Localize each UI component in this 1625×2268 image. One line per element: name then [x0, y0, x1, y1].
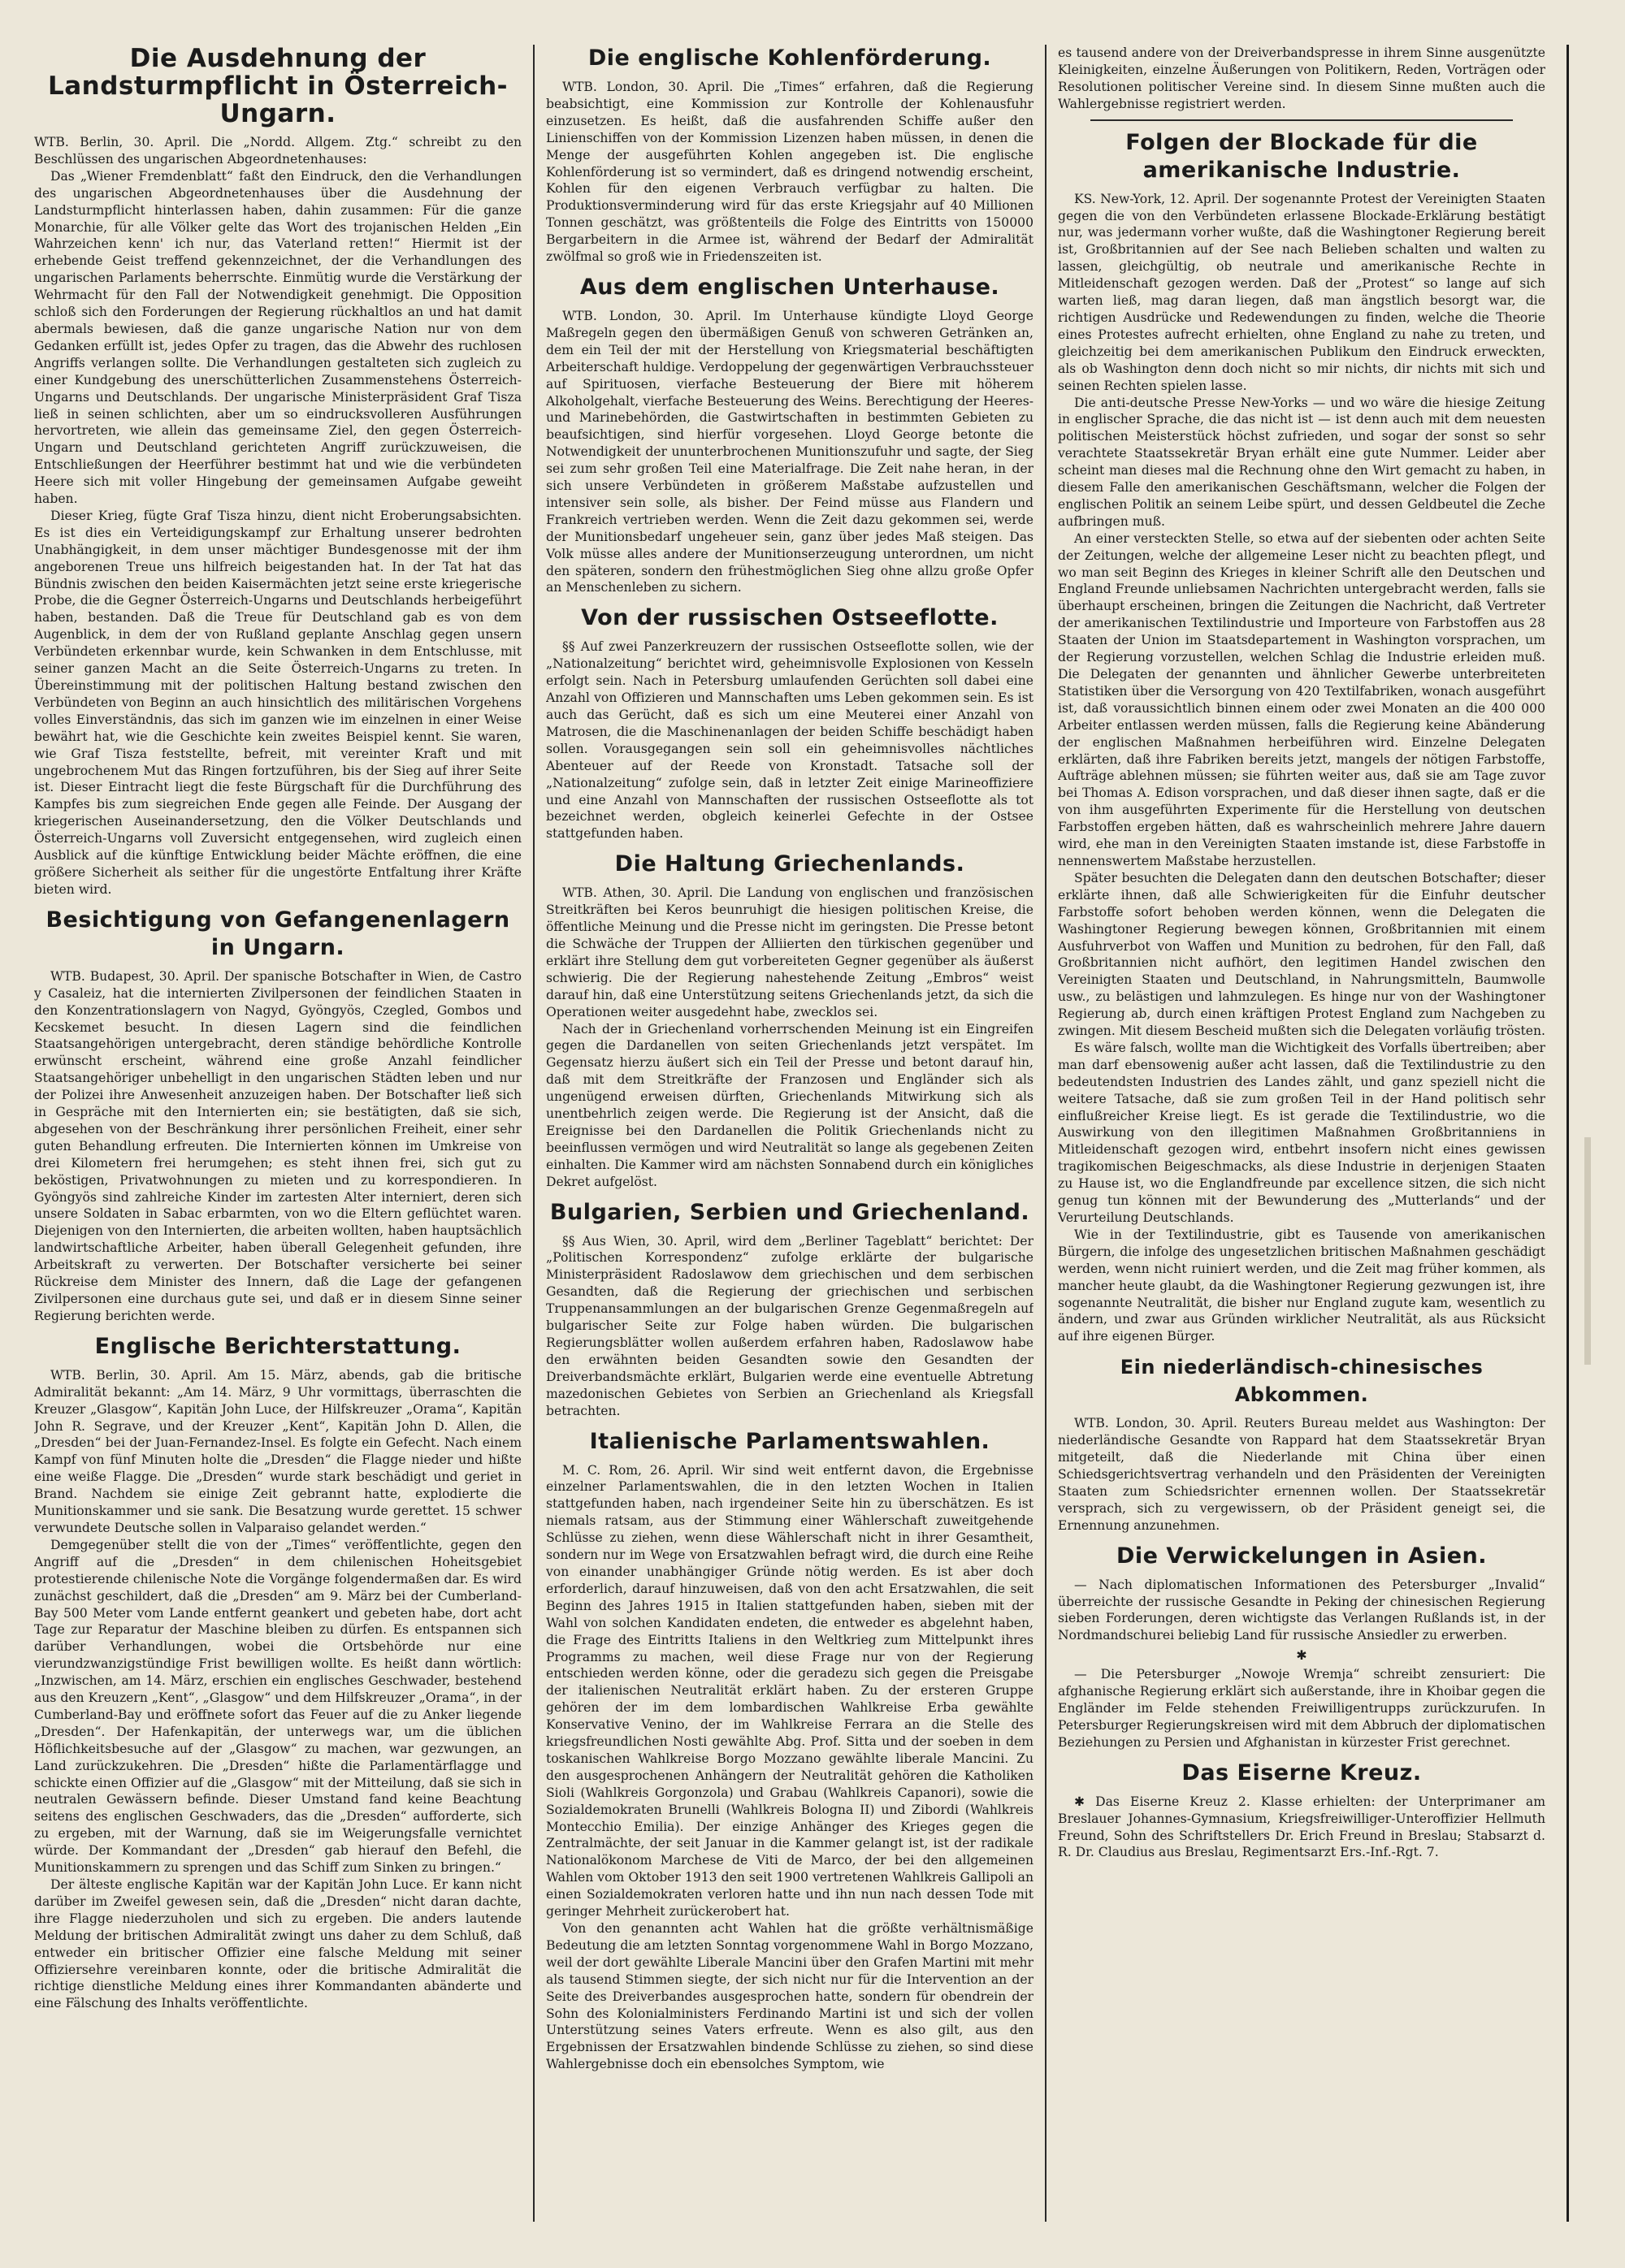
article-headline: Bulgarien, Serbien und Griechenland. [549, 1199, 1030, 1225]
column-3 [1058, 45, 1545, 2238]
margin-shadow [1584, 1137, 1591, 1365]
article-paragraph: Dieser Krieg, fügte Graf Tisza hinzu, dient nicht Eroberungsabsichten. Es ist dies ein Verteidigungskampf zur Erhaltung unserer bedrohten Unabhängigkeit, in dem unser mächtiger Bundesgenosse mit der ihm angeborenen Treue uns hilfreich beigestanden hat. In der Tat hat das Bündnis zwischen den beiden Kaisermächten jetzt seine erste kriegerische Probe, die die Gegner Österreich-Ungarns und Deutschlands herbeigeführt haben, bestanden. Daß die Treue für Deutschland gab es von dem Augenblick, in dem der von Rußland geplante Anschlag gegen unsern Verbündeten erkennbar wurde, kein Schwanken in dem Entschlusse, mit seiner ganzen Macht an die Seite Österreich-Ungarns zu treten. In Übereinstimmung mit der politischen Haltung bestand zwischen den Verbündeten von Beginn an auch hinsichtlich des militärischen Vorgehens volles Einverständnis, das sich im ganzen wie im einzelnen in einer Weise bewährt hat, wie die Geschichte kein zweites Beispiel kennt. Sie waren, wie Graf Tisza feststellte, befreit, mit vereinter Kraft und mit ungebrochenem Mut das Ringen fortzuführen, bis der Sieg auf ihrer Seite ist. Dieser Eintracht liegt die feste Bürgschaft für die Durchführung des Kampfes bis zum siegreichen Ende gegen alle Feinde. Der Ausgang der kriegerischen Auseinandersetzung, den die Völker Deutschlands und Österreich-Ungarns voll Zuversicht entgegensehen, wird zugleich einen Ausblick auf die künftige Entwicklung beider Mächte eröffnen, die eine größere Sicherheit als seither für die ungestörte Entfaltung ihrer Kräfte bieten wird. [34, 508, 522, 897]
article-paragraph: Der älteste englische Kapitän war der Kapitän John Luce. Er kann nicht darüber im Zweifel gewesen sein, daß die „Dresden“ nicht daran dachte, ihre Flagge niederzuholen und sich zu ergeben. Die anders lautende Meldung der britischen Admiralität zwingt uns daher zu dem Schluß, daß entweder ein britischer Offizier eine falsche Meldung mit seiner Offiziersehre vereinbaren konnte, oder die britische Admiralität die richtige dienstliche Meldung eines ihrer Kommandanten abänderte und eine Fälschung des Inhalts veröffentlichte. [34, 1877, 522, 2011]
article-paragraph: Die anti-deutsche Presse New-Yorks — und wo wäre die hiesige Zeitung in englischer Sprache, die das nicht ist — ist denn auch mit dem neuesten politischen Meisterstück höchst zufrieden, und sogar der sonst so sehr verachtete Staatssekretär Bryan erhält eine gute Nummer. Leider aber scheint man dieses mal die Rechnung ohne den Wirt gemacht zu haben, in diesem Falle den amerikanischen Geschäftsmann, welcher die Folgen der englischen Politik an seinem Leibe spürt, und dessen Geldbeutel die Zeche aufbringen muß. [1058, 395, 1545, 529]
article-paragraph: Später besuchten die Delegaten dann den deutschen Botschafter; dieser erklärte ihnen, daß alle Schwierigkeiten für die Einfuhr deutscher Farbstoffe sofort behoben werden können, wenn die Delegaten die Washingtoner Regierung bewegen können, Großbritannien mit einem Ausfuhrverbot von Waffen und Munition zu bedrohen, für den Fall, daß Großbritannien nicht aufhört, den legitimen Handel zwischen den Vereinigten Staaten und Deutschland, in Nahrungsmitteln, Baumwolle usw., zu belästigen und lahmzulegen. Es hinge nur von der Washingtoner Regierung ab, durch einen kräftigen Protest England zum Nachgeben zu zwingen. Mit diesem Bescheid mußten sich die Delegaten vorläufig trösten. [1058, 870, 1545, 1039]
article-paragraph: ✱ Das Eiserne Kreuz 2. Klasse erhielten: der Unterprimaner am Breslauer Johannes-Gymnasium, Kriegsfreiwilliger-Unteroffizier Hellmuth Freund, Sohn des Schriftstellers Dr. Erich Freund in Breslau; Stabsarzt d. R. Dr. Claudius aus Breslau, Regimentsarzt Ers.-Inf.-Rgt. 7. [1058, 1794, 1545, 1860]
article-headline: Aus dem englischen Unterhause. [579, 274, 1000, 300]
article-paragraph: §§ Aus Wien, 30. April, wird dem „Berliner Tageblatt“ berichtet: Der „Politischen Korrespondenz“ zufolge erklärte der bulgarische Ministerpräsident Radoslawow dem griechischen und dem serbischen Gesandten, daß die Regierung der griechischen und serbischen Truppenansammlungen an der bulgarischen Grenze Gegenmaßregeln auf bulgarischer Seite zur Folge haben würden. Die bulgarischen Regierungsblätter wollen außerdem erfahren haben, Radoslawow habe den erwähnten beiden Gesandten sowie den Gesandten der Dreiverbandsmächte erklärt, Bulgarien werde eine eventuelle Abtretung mazedonischen Gebietes von Serbien an Griechenland als Kriegsfall betrachten. [546, 1233, 1034, 1418]
article-paragraph: Demgegenüber stellt die von der „Times“ veröffentlichte, gegen den Angriff auf die „Dresden“ in dem chilenischen Hoheitsgebiet protestierende chilenische Note die Vorgänge folgendermaßen dar. Es wird zunächst geschildert, daß die „Dresden“ am 9. März bei der Cumberland-Bay 500 Meter vom Lande entfernt geankert und gebeten habe, dort acht Tage zur Reparatur der Maschine bleiben zu dürfen. Es entspannen sich darüber Verhandlungen, wobei die Ortsbehörde nur eine vierundzwanzigstündige Frist bewilligen wollte. Es heißt dann wörtlich: „Inzwischen, am 14. März, erschien ein englisches Geschwader, bestehend aus den Kreuzern „Kent“, „Glasgow“ und dem Hilfskreuzer „Orama“, in der Cumberland-Bay und eröffnete sofort das Feuer auf die zu Anker liegende „Dresden“. Der Hafenkapitän, der unterwegs war, um die üblichen Höflichkeitsbesuche auf der „Glasgow“ zu machen, war gezwungen, an Land zurückzukehren. Die „Dresden“ hißte die Parlamentärflagge und schickte einen Offizier auf die „Glasgow“ mit der Mitteilung, daß sie sich in neutralen Gewässern befinde. Dieser Umstand fand keine Beachtung seitens des englischen Geschwaders, das die „Dresden“ aufforderte, sich zu ergeben, mit der Warnung, daß sie im Weigerungsfalle vernichtet würde. Der Kommandant der „Dresden“ gab hierauf den Befehl, die Munitionskammern zu sprengen und das Schiff zum Sinken zu bringen.“ [34, 1537, 522, 1876]
column-2 [546, 45, 1034, 2238]
article-headline: Englische Berichterstattung. [94, 1333, 462, 1359]
article-paragraph: WTB. London, 30. April. Im Unterhause kündigte Lloyd George Maßregeln gegen den übermäßigen Genuß von schweren Getränken an, dem ein Teil der mit der Herstellung von Kriegsmaterial beschäftigten Arbeiterschaft huldige. Verdoppelung der gegenwärtigen Verbrauchssteuer auf Spirituosen, vierfache Besteuerung der Biere mit höherem Alkoholgehalt, vierfache Besteuerung des Weins. Berechtigung der Heeres- und Marinebehörden, die Gastwirtschaften in bestimmten Gebieten zu beaufsichtigen, sind hierfür vorgesehen. Lloyd George betonte die Notwendigkeit der ununterbrochenen Munitionszufuhr und sagte, der Sieg sei zum sehr großen Teil eine Materialfrage. Die Zeit nahe heran, in der sich unsere Verbündeten in größerem Maßstabe aufzustellen und intensiver sein solle, als bisher. Der Feind müsse aus Flandern und Frankreich vertrieben werden. Wenn die Zeit dazu gekommen sei, werde der Munitionsbedarf ungeheuer sein, ganz über jedes Maß steigen. Das Volk müsse alles andere der Munitionserzeugung unterordnen, um nicht den späteren, sondern den frühestmöglichen Sieg ohne allzu große Opfer an Menschenleben zu sichern. [546, 308, 1034, 595]
article-paragraph: Es wäre falsch, wollte man die Wichtigkeit des Vorfalls übertreiben; aber man darf ebensowenig außer acht lassen, daß die Textilindustrie zu den bedeutendsten Industrien des Landes zählt, und ganz speziell nicht die weitere Tatsache, daß sie zum großen Teil in der Hand politisch sehr einflußreicher Kreise liegt. Es ist gerade die Textilindustrie, wo die Auswirkung von den illegitimen Maßnahmen Großbritanniens in Mitleidenschaft gezogen wird, entbehrt insofern nicht eines gewissen tragikomischen Beigeschmacks, als diese Industrie in derjenigen Staaten zu Hause ist, wo die Englandfreunde par excellence sitzen, die sich nicht genug tun können mit der Bewunderung des „Mutterlands“ und der Verurteilung Deutschlands. [1058, 1040, 1545, 1225]
article-headline: Italienische Parlamentswahlen. [589, 1428, 990, 1454]
article-headline: Die englische Kohlenförderung. [587, 45, 992, 71]
article-headline: Die Verwickelungen in Asien. [1116, 1543, 1488, 1569]
article-paragraph: WTB. Berlin, 30. April. Am 15. März, abends, gab die britische Admiralität bekannt: „Am 14. März, 9 Uhr vormittags, überraschten die Kreuzer „Glasgow“, Kapitän John Luce, der Hilfskreuzer „Orama“, Kapitän John R. Segrave, und der Kreuzer „Kent“, Kapitän John D. Allen, die „Dresden“ bei der Juan-Fernandez-Insel. Es folgte ein Gefecht. Nach einem Kampf von fünf Minuten holte die „Dresden“ die Flagge nieder und hißte eine weiße Flagge. Die „Dresden“ wurde stark beschädigt und geriet in Brand. Nachdem sie einige Zeit gebrannt hatte, explodierte die Munitionskammer und sie sank. Die Besatzung wurde gerettet. 15 schwer verwundete Deutsche sollen in Valparaiso gelandet werden.“ [34, 1367, 522, 1535]
column-1 [34, 45, 522, 2238]
article-paragraph: Wie in der Textilindustrie, gibt es Tausende von amerikanischen Bürgern, die infolge des ungesetzlichen britischen Maßnahmen geschädigt werden, wenn nicht ruiniert werden, und die Zeit mag früher kommen, als mancher heute glaubt, da die Washingtoner Regierung gezwungen ist, ihre sogenannte Neutralität, die bisher nur England zugute kam, wesentlich zu ändern, und zwar aus Gründen wirklicher Neutralität, als aus Rücksicht auf ihre eigenen Bürger. [1058, 1227, 1545, 1344]
article-headline: Ein niederländisch-chinesisches Abkommen. [1120, 1356, 1484, 1407]
article-paragraph: An einer versteckten Stelle, so etwa auf der siebenten oder achten Seite der Zeitungen, welche der allgemeine Leser nicht zu beachten pflegt, und wo man seit Beginn des Krieges in kleiner Schrift alle den Deutschen und England Freunde unliebsamen Nachrichten untergebracht werden, falls sie überhaupt erscheinen, bringen die Zeitungen die Nachricht, daß Vertreter der amerikanischen Textilindustrie und Importeure von Farbstoffen aus 28 Staaten der Union im Staatsdepartement in Washington vorsprachen, um der Regierung vorzustellen, welchen Schlag die Industrie erleiden muß. Die Delegaten der genannten und ähnlicher Gewerbe unterbreiteten Statistiken über die Versorgung von 420 Textilfabriken, wonach ausgeführt ist, daß voraussichtlich binnen einem oder zwei Monaten an die 400 000 Arbeiter entlassen werden müssen, falls die Regierung keine Abänderung der englischen Maßnahmen herbeiführen wird. Einzelne Delegaten erklärten, daß ihre Fabriken bereits jetzt, mangels der nötigen Farbstoffe, Aufträge ablehnen müssen; sie führten weiter aus, daß sie am Tage zuvor bei Thomas A. Edison vorsprachen, und daß dieser ihnen sagte, daß er die von ihm ausgeführten Experimente für die Herstellung von deutschen Farbstoffen ergeben hätten, daß es wahrscheinlich mehrere Jahre dauern wird, ehe man in den Vereinigten Staaten imstande ist, diese Farbstoffe in nennenswertem Maßstabe herzustellen. [1058, 530, 1545, 868]
article-paragraph: §§ Auf zwei Panzerkreuzern der russischen Ostseeflotte sollen, wie der „Nationalzeitung“ berichtet wird, geheimnisvolle Explosionen von Kesseln erfolgt sein. Nach in Petersburg umlaufenden Gerüchten soll dabei eine Anzahl von Offizieren und Mannschaften ums Leben gekommen sein. Es ist auch das Gerücht, daß es sich um eine Meuterei einer Anzahl von Matrosen, die die Maschinenanlagen der beiden Schiffe beschädigt haben sollen. Vorausgegangen sein soll ein geheimnisvolles nächtliches Abenteuer auf der Reede von Kronstadt. Tatsache soll der „Nationalzeitung“ zufolge sein, daß in letzter Zeit einige Marineoffiziere und eine Anzahl von Mannschaften der russischen Ostseeflotte als tot bezeichnet werden, obgleich keinerlei Gefechte in der Ostsee stattgefunden haben. [546, 639, 1034, 842]
article-headline: Die Haltung Griechenlands. [614, 851, 965, 877]
column-rule [533, 45, 535, 2222]
article-paragraph: — Die Petersburger „Nowoje Wremja“ schreibt zensuriert: Die afghanische Regierung erklärt sich außerstande, ihre in Khoibar gegen die Engländer im Felde stehenden Freiwilligentrupps zurückzurufen. In Petersburger Regierungskreisen wird mit dem Abbruch der diplomatischen Beziehungen zu Persien und Afghanistan in kürzester Frist gerechnet. [1058, 1667, 1545, 1750]
article-headline: Besichtigung von Gefangenenlagern in Ungarn. [46, 907, 510, 960]
article-paragraph: M. C. Rom, 26. April. Wir sind weit entfernt davon, die Ergebnisse einzelner Parlamentswahlen, die in den letzten Wochen in Italien stattgefunden haben, nach irgendeiner Seite hin zu überschätzen. Es ist niemals ratsam, aus der Stimmung einer Wählerschaft zuweitgehende Schlüsse zu ziehen, wenn diese Wählerschaft nicht in ihrer Gesamtheit, sondern nur im Wege von Ersatzwahlen befragt wird, die durch eine Reihe von einander unabhängiger Gründe nötig werden. Es ist aber doch erforderlich, darauf hinzuweisen, daß von den acht Ersatzwahlen, die seit Beginn des Jahres 1915 in Italien stattgefunden haben, sieben mit der Wahl von solchen Kandidaten endeten, die entweder es abgelehnt haben, die Frage des Eintritts Italiens in den Weltkrieg zum Mittelpunkt ihres Programms zu machen, weil diese Frage nur von der Regierung entschieden werden könne, oder die geradezu sich gegen die Preisgabe der italienischen Neutralität erklärt haben. Zu der ersteren Gruppe gehören der im dem lombardischen Wahlkreise Erba gewählte Konservative Venino, der im Wahlkreise Ferrara an die Stelle des kriegsfreundlichen Nosti gewählte Abg. Prof. Sitta und der soeben in dem toskanischen Wahlkreise Borgo Mozzano gewählte liberale Mancini. Zu den ausgesprochenen Anhängern der Neutralität gehören die Katholiken Sioli (Wahlkreis Gorgonzola) und Grabau (Wahlkreis Capanori), sowie die Sozialdemokraten Brunelli (Wahlkreis Bologna II) und Zibordi (Wahlkreis Montecchio Emilia). Der einzige Anhänger des Krieges gegen die Zentralmächte, der seit Januar in die Kammer gelangt ist, ist der radikale Nationalökonom Marchese de Viti de Marco, der bei den allgemeinen Wahlen vom Oktober 1913 den seit 1900 vertretenen Wahlkreis Gallipoli an einen Sozialdemokraten verloren hatte und ihn nun nach dessen Tode mit geringer Mehrheit zurückerobert hat. [546, 1462, 1034, 1920]
article-paragraph: KS. New-York, 12. April. Der sogenannte Protest der Vereinigten Staaten gegen die von den Verbündeten erlassene Blockade-Erklärung bestätigt nur, was jedermann vorher wußte, daß die Washingtoner Regierung bereit ist, Großbritannien auf der See nach Belieben schalten und walten zu lassen, gleichgültig, ob neutrale und amerikanische Rechte in Mitleidenschaft gezogen werden. Daß der „Protest“ so lange auf sich warten ließ, mag daran liegen, daß man ängstlich besorgt war, die richtigen Ausdrücke und Redewendungen zu finden, welche die Theorie eines Protestes aufrecht erhielten, ohne England zu nahe zu treten, und gleichzeitig bei dem amerikanischen Publikum den Eindruck erweckten, als ob Washington denn doch nicht so mir nichts, dir nichts mit sich und seinen Rechten spielen lasse. [1058, 191, 1545, 393]
article-paragraph: WTB. London, 30. April. Die „Times“ erfahren, daß die Regierung beabsichtigt, eine Kommission zur Kontrolle der Kohlenausfuhr einzusetzen. Es heißt, daß die ausfahrenden Schiffe außer den Linienschiffen von der Kommission Lizenzen haben müssen, in denen die Menge der ausgeführten Kohlen angegeben ist. Die englische Kohlenförderung ist so vermindert, daß es dringend notwendig erscheint, Kohlen für den eigenen Verbrauch verfügbar zu halten. Die Produktionsverminderung wird für das erste Kriegsjahr auf 40 Millionen Tonnen geschätzt, was größtenteils die Folge des Eintritts von 150000 Bergarbeitern in die Armee ist, während der Bedarf der Admiralität zwölfmal so groß wie in Friedenszeiten ist. [546, 80, 1034, 265]
article-paragraph: es tausend andere von der Dreiverbandspresse in ihrem Sinne ausgenützte Kleinigkeiten, einzelne Äußerungen von Politikern, Reden, Vorträgen oder Resolutionen politischer Vereine sind. In diesem Sinne mußten auch die Wahlergebnisse registriert werden. [1058, 45, 1545, 111]
article-paragraph: Von den genannten acht Wahlen hat die größte verhältnismäßige Bedeutung die am letzten Sonntag vorgenommene Wahl in Borgo Mozzano, weil der dort gewählte Liberale Mancini über den Grafen Martini mit mehr als tausend Stimmen siegte, der sich nicht nur für die Intervention an der Seite des Dreiverbandes ausgesprochen hatte, sondern für obendrein der Sohn des Kolonialministers Ferdinando Martini ist und sich der vollen Unterstützung seines Vaters erfreute. Wenn es also gilt, aus den Ergebnissen der Ersatzwahlen bindende Schlüsse zu ziehen, so sind diese Wahlergebnisse doch ein ebensolches Symptom, wie [546, 1921, 1034, 2072]
article-headline: Die Ausdehnung der Landsturmpflicht in Österreich-Ungarn. [47, 45, 509, 128]
column-rule [1045, 45, 1046, 2222]
article-headline: Das Eiserne Kreuz. [1181, 1759, 1422, 1785]
article-paragraph: WTB. Athen, 30. April. Die Landung von englischen und französischen Streitkräften bei Keros beunruhigt die hiesigen politischen Kreise, die öffentliche Meinung und die Presse nicht im geringsten. Die Presse betont die Schwäche der Truppen der Alliierten den türkischen gegenüber und erklärt ihre Stellung dem gut vorbereiteten Gegner gegenüber als äußerst schwierig. Die der Regierung nahestehende Zeitung „Embros“ weist darauf hin, daß eine Unterstützung seitens Griechenlands jetzt, da sich die Operationen weiter ausgedehnt habe, zwecklos sei. [546, 885, 1034, 1019]
article-headline: Folgen der Blockade für die amerikanische Industrie. [1125, 129, 1478, 183]
article-paragraph: Nach der in Griechenland vorherrschenden Meinung ist ein Eingreifen gegen die Dardanellen von seiten Griechenlands jetzt verspätet. Im Gegensatz hierzu äußert sich ein Teil der Presse und betont darauf hin, daß mit dem Streitkräfte der Franzosen und Engländer sich als ungenügend erweisen dürften, Griechenlands Mitwirkung sich als unentbehrlich zeigen werde. Die Regierung ist der Ansicht, daß die Ereignisse bei den Dardanellen die Politik Griechenlands nicht zu beeinflussen vermögen und wird Neutralität so lange als gegebenen Zeiten einhalten. Die Kammer wird am nächsten Sonnabend durch ein königliches Dekret aufgelöst. [546, 1021, 1034, 1189]
article-paragraph: WTB. Budapest, 30. April. Der spanische Botschafter in Wien, de Castro y Casaleiz, hat die internierten Zivilpersonen der feindlichen Staaten in den Konzentrationslagern von Nagyd, Gyöngyös, Czegled, Gombos und Kecskemet besucht. In diesen Lagern sind die feindlichen Staatsangehörigen untergebracht, deren ständige behördliche Kontrolle erwünscht erscheint, während eine große Anzahl feindlicher Staatsangehöriger unbehelligt in den ungarischen Städten leben und nur der Polizei ihre Anwesenheit anzuzeigen haben. Der Botschafter ließ sich in Gespräche mit den Internierten ein; sie bestätigten, daß sie sich, abgesehen von der Beschränkung ihrer persönlichen Freiheit, einer sehr guten Behandlung erfreuten. Die Internierten können im Umkreise von drei Kilometern frei herumgehen; es steht ihnen frei, sich gut zu beköstigen, Privatwohnungen zu mieten und zu korrespondieren. In Gyöngyös sind zahlreiche Kinder im zartesten Alter interniert, deren sich unsere Soldaten in Sabac erbarmten, von wo die Eltern geflüchtet waren. Diejenigen von den Internierten, die arbeiten wollten, haben hauptsächlich landwirtschaftliche Arbeiter, haben überall Gelegenheit gefunden, ihre Arbeitskraft zu verwerten. Der Botschafter versicherte bei seiner Rückreise dem Minister des Innern, daß die Lage der gefangenen Zivilpersonen eine durchaus gute sei, und daß er in diesem Sinne seiner Regierung berichten werde. [34, 968, 522, 1323]
separator-asterisk: ✱ [1296, 1647, 1307, 1664]
section-divider [1090, 119, 1513, 121]
article-paragraph: — Nach diplomatischen Informationen des Petersburger „Invalid“ überreichte der russische Gesandte in Peking der chinesischen Regierung sieben Forderungen, deren wichtigste das Verlangen Rußlands ist, in der Nordmandschurei beliebig Land für russische Ansiedler zu erwerben. [1058, 1577, 1545, 1643]
page-edge-rule [1566, 45, 1569, 2222]
article-paragraph: Das „Wiener Fremdenblatt“ faßt den Eindruck, den die Verhandlungen des ungarischen Abgeordnetenhauses über die Ausdehnung der Landsturmpflicht hinterlassen haben, dahin zusammen: Für die ganze Monarchie, für alle Völker gelte das Wort des trojanischen Helden „Ein Wahrzeichen kenn' ich nur, das Vaterland retten!“ Hiermit ist der erhebende Geist treffend gekennzeichnet, der die Verhandlungen des ungarischen Parlaments beherrschte. Einmütig wurde die Verstärkung der Wehrmacht für den Fall der Notwendigkeit genehmigt. Die Opposition schloß sich den Forderungen der Regierung rückhaltlos an und hat damit abermals bewiesen, daß die ganze ungarische Nation nur von dem Gedanken erfüllt ist, jedes Opfer zu tragen, das die Abwehr des ruchlosen Angriffs verlangen sollte. Die Verhandlungen gestalteten sich zugleich zu einer Kundgebung des unerschütterlichen Zusammenstehens Österreich-Ungarns und Deutschlands. Der ungarische Ministerpräsident Graf Tisza ließ in seinen schlichten, aber um so eindrucksvolleren Ausführungen hervortreten, wie allein das gemeinsame Ziel, den gegen Österreich-Ungarn und Deutschland gerichteten Angriff zurückzuweisen, die Entschließungen der Heerführer bestimmt hat und wie die verbündeten Heere sich mit voller Hingebung der gemeinsamen Aufgabe geweiht haben. [34, 168, 522, 507]
article-paragraph: WTB. London, 30. April. Reuters Bureau meldet aus Washington: Der niederländische Gesandte von Rappard hat dem Staatssekretär Bryan mitgeteilt, daß die Niederlande mit China über einen Schiedsgerichtsvertrag verhandeln und den Präsidenten der Vereinigten Staaten zum Schiedsrichter ernennen wollen. Der Staatssekretär versprach, sich zu vergewissern, ob der Präsident geneigt sei, die Ernennung anzunehmen. [1058, 1416, 1545, 1533]
article-paragraph: WTB. Berlin, 30. April. Die „Nordd. Allgem. Ztg.“ schreibt zu den Beschlüssen des ungarischen Abgeordnetenhauses: [34, 135, 522, 167]
article-headline: Von der russischen Ostseeflotte. [581, 605, 999, 631]
